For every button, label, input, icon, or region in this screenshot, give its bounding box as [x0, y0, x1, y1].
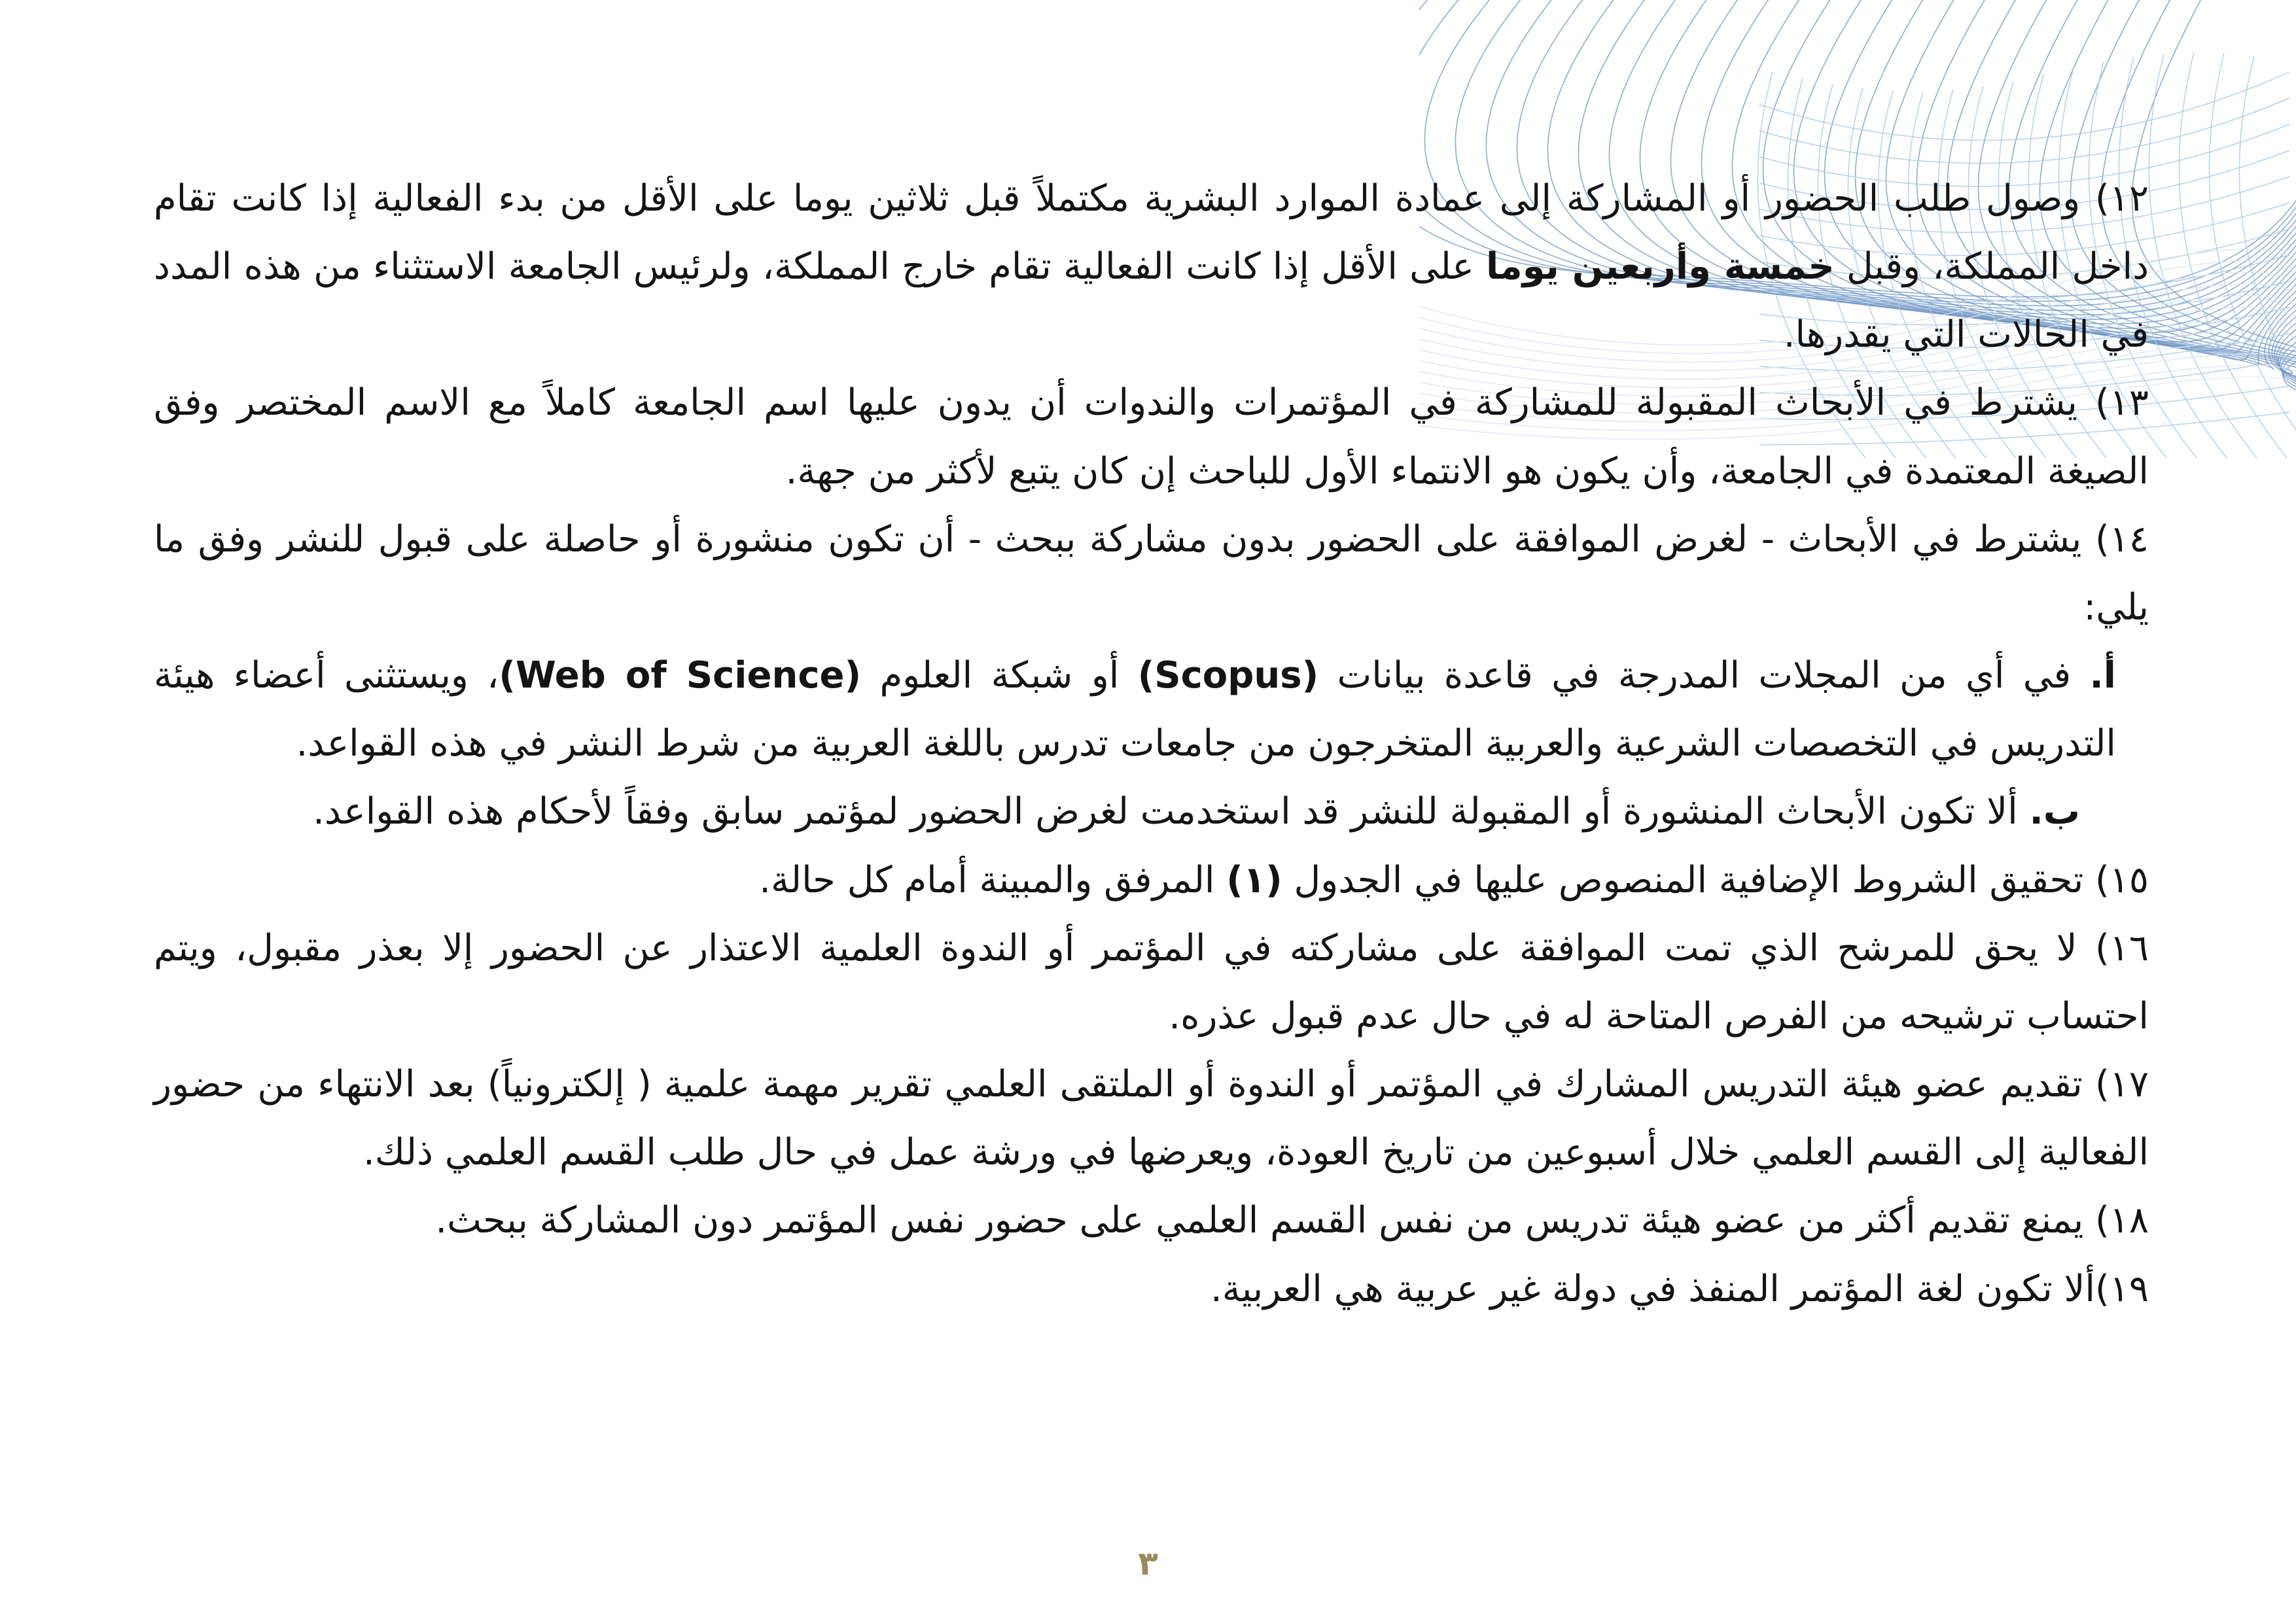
page-number: ٣ — [1138, 1544, 1158, 1582]
clause-14-a-run: (Web of Science) — [499, 654, 862, 697]
clause-14-a — [154, 642, 2149, 778]
document-body — [154, 165, 2149, 1323]
clause-14-b-run: ألا تكون الأبحاث المنشورة أو المقبولة للنشر قد استخدمت لغرض الحضور لمؤتمر سابق وفقاً لأحكام هذه القواعد. — [313, 790, 2030, 833]
clause-15-run: المرفق والمبينة أمام كل حالة. — [759, 858, 1227, 901]
clause-12-run: خمسة وأربعين يوما — [1486, 245, 1835, 288]
clause-14-b-run: ب. — [2029, 790, 2080, 833]
clause-19 — [154, 1255, 2149, 1323]
clause-14-a-run: ، ويستثنى أعضاء هيئة التدريس في التخصصات الشرعية والعربية المتخرجون من جامعات تدرس باللغة العربية من شرط النشر في هذه القواعد. — [154, 654, 2116, 765]
clause-19-run: ١٩)ألا تكون لغة المؤتمر المنفذ في دولة غير عربية هي العربية. — [1210, 1267, 2149, 1310]
clause-13-run: ١٣) يشترط في الأبحاث المقبولة للمشاركة في المؤتمرات والندوات أن يدون عليها اسم الجامعة كاملاً مع الاسم المختصر وفق الصيغة المعتمدة في الجامعة، وأن يكون هو الانتماء الأول للباحث إن كان يتبع لأكثر من جهة. — [154, 381, 2149, 493]
clause-12-run: على الأقل إذا كانت الفعالية تقام خارج المملكة، ولرئيس الجامعة الاستثناء من هذه المدد في الحالات التي يقدرها. — [154, 245, 2149, 357]
clause-14-a-run: أ. — [2089, 654, 2116, 697]
clause-14-b — [154, 778, 2149, 846]
clause-18-run: ١٨) يمنع تقديم أكثر من عضو هيئة تدريس من نفس القسم العلمي على حضور نفس المؤتمر دون المشاركة ببحث. — [435, 1199, 2149, 1242]
clause-14-run: ١٤) يشترط في الأبحاث - لغرض الموافقة على الحضور بدون مشاركة ببحث - أن تكون منشورة أو حاصلة على قبول للنشر وفق ما يلي: — [154, 517, 2149, 629]
clause-17 — [154, 1051, 2149, 1187]
clause-14-a-run: أو شبكة العلوم — [861, 654, 1138, 697]
clause-13 — [154, 369, 2149, 505]
clause-15-run: ١٥) تحقيق الشروط الإضافية المنصوص عليها في الجدول — [1282, 858, 2149, 901]
clause-14-a-run: (Scopus) — [1137, 654, 1319, 697]
clause-18 — [154, 1187, 2149, 1255]
clause-17-run: ١٧) تقديم عضو هيئة التدريس المشارك في المؤتمر أو الندوة أو الملتقى العلمي تقرير مهمة علمية ( إلكترونياً) بعد الانتهاء من حضور الفعالية إلى القسم العلمي خلال أسبوعين من تاريخ العودة، ويعرضها في ورشة عمل في حال طلب القسم العلمي ذلك. — [154, 1063, 2149, 1174]
clause-14 — [154, 506, 2149, 642]
clause-15-run: (١) — [1226, 858, 1282, 901]
clause-16 — [154, 915, 2149, 1051]
clause-14-a-run: في أي من المجلات المدرجة في قاعدة بيانات — [1318, 654, 2090, 697]
clause-12 — [154, 165, 2149, 369]
clause-15 — [154, 846, 2149, 915]
clause-16-run: ١٦) لا يحق للمرشح الذي تمت الموافقة على مشاركته في المؤتمر أو الندوة العلمية الاعتذار عن الحضور إلا بعذر مقبول، ويتم احتساب ترشيحه من الفرص المتاحة له في حال عدم قبول عذره. — [154, 926, 2149, 1038]
clause-12-run: ١٢) وصول طلب الحضور أو المشاركة إلى عمادة الموارد البشرية مكتملاً قبل ثلاثين يوما على الأقل من بدء الفعالية إذا كانت تقام داخل المملكة، وقبل — [154, 177, 2149, 288]
